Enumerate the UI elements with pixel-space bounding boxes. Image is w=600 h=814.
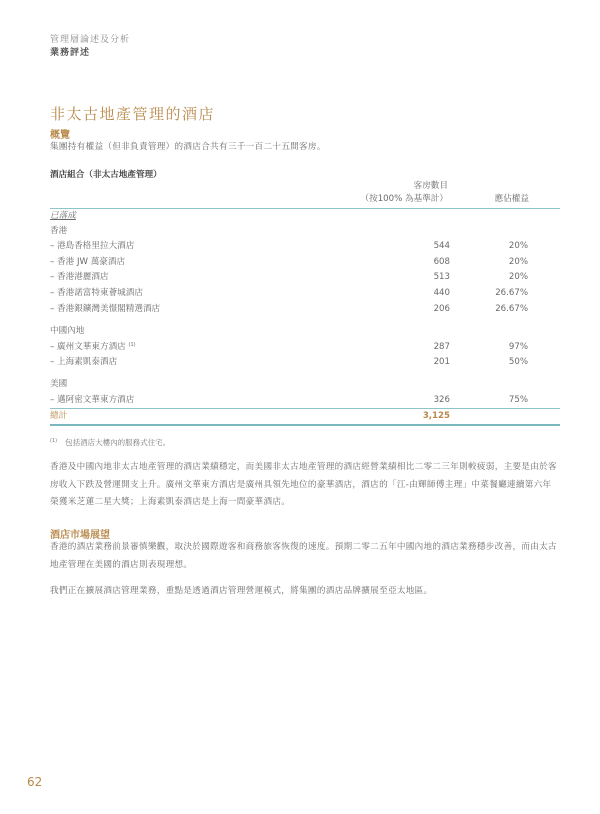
region-label: 中國內地 [50, 326, 85, 336]
hotel-name: – 香港諾富特東薈城酒店 [50, 288, 143, 298]
rooms-value: 206 [433, 304, 450, 314]
overview-text: 集團持有權益（但非負責管理）的酒店合共有三千一百二十五間客房。 [50, 142, 326, 152]
rooms-value: 326 [433, 395, 450, 405]
rooms-value: 440 [433, 288, 450, 298]
outlook-heading: 酒店市場展望 [50, 530, 110, 541]
table-row [50, 300, 560, 318]
total-rooms-value: 3,125 [422, 411, 450, 421]
region-label: 香港 [50, 226, 68, 236]
column-header-rooms-line2: （按100% 為基準計） [360, 194, 448, 204]
hotel-name: – 上海素凱泰酒店 [50, 357, 118, 367]
hotel-name-text: – 廣州文華東方酒店 [50, 342, 126, 352]
footnote [50, 437, 170, 448]
hotel-name: – 香港港麗酒店 [50, 272, 109, 282]
column-header-share: 應佔權益 [494, 194, 529, 204]
completed-label: 已落成 [50, 211, 76, 221]
hotel-name: – 香港銀鑛灣美憬閣精選酒店 [50, 304, 161, 314]
rooms-value: 544 [433, 241, 450, 251]
share-value: 20% [508, 272, 528, 282]
overview-heading: 概覽 [50, 130, 70, 141]
footnote-marker: (1) [128, 342, 136, 348]
hotel-name: – 港島香格里拉大酒店 [50, 241, 135, 251]
hotel-name: – 邁阿密文華東方酒店 [50, 395, 135, 405]
rooms-value: 201 [433, 357, 450, 367]
share-value: 26.67% [495, 304, 528, 314]
outlook-paragraph-1: 香港的酒店業務前景審慎樂觀，取決於國際遊客和商務旅客恢復的速度。預期二零二五年中國內地的酒店業務穩步改善，而由太古地產管理在美國的酒店則表現理想。 [50, 542, 557, 570]
hotel-name: – 香港 JW 萬豪酒店 [50, 257, 126, 267]
rooms-value: 287 [433, 342, 450, 352]
performance-paragraph: 香港及中國內地非太古地產管理的酒店業績穩定，而美國非太古地產管理的酒店經營業績相比二零二三年則較疲弱，主要是由於客房收入下跌及營運開支上升。廣州文華東方酒店是廣州具領先地位的豪華酒店，酒店的「江-由輝師傅主理」中菜餐廳連續第六年榮獲米芝蓮二星大獎；上海素凱泰酒店是上海一間豪華酒店。 [50, 462, 557, 507]
share-value: 50% [508, 357, 528, 367]
page-title: 非太古地產管理的酒店 [50, 105, 216, 123]
rooms-value: 513 [433, 272, 450, 282]
column-header-rooms-line1: 客房數目 [413, 181, 448, 191]
share-value: 20% [508, 241, 528, 251]
total-row [50, 407, 560, 425]
page-number: 62 [27, 775, 43, 789]
share-value: 75% [508, 395, 528, 405]
region-label: 美國 [50, 379, 68, 389]
share-value: 97% [508, 342, 528, 352]
rooms-value: 608 [433, 257, 450, 267]
footnote-text: 包括酒店大樓內的服務式住宅。 [65, 438, 171, 447]
total-label: 總計 [50, 411, 68, 421]
subsection-header: 業務評述 [50, 48, 91, 58]
total-bottom-rule [50, 424, 560, 426]
table-row [50, 353, 560, 371]
table-title: 酒店組合（非太古地產管理） [50, 170, 162, 180]
share-value: 20% [508, 257, 528, 267]
column-header-rooms [361, 180, 448, 206]
footnote-marker: (1) [50, 437, 58, 444]
share-value: 26.67% [495, 288, 528, 298]
outlook-paragraph-2: 我們正在擴展酒店管理業務，重點是透過酒店管理營運模式，將集團的酒店品牌擴展至亞太地區。 [50, 586, 433, 596]
section-header: 管理層論述及分析 [50, 35, 131, 45]
